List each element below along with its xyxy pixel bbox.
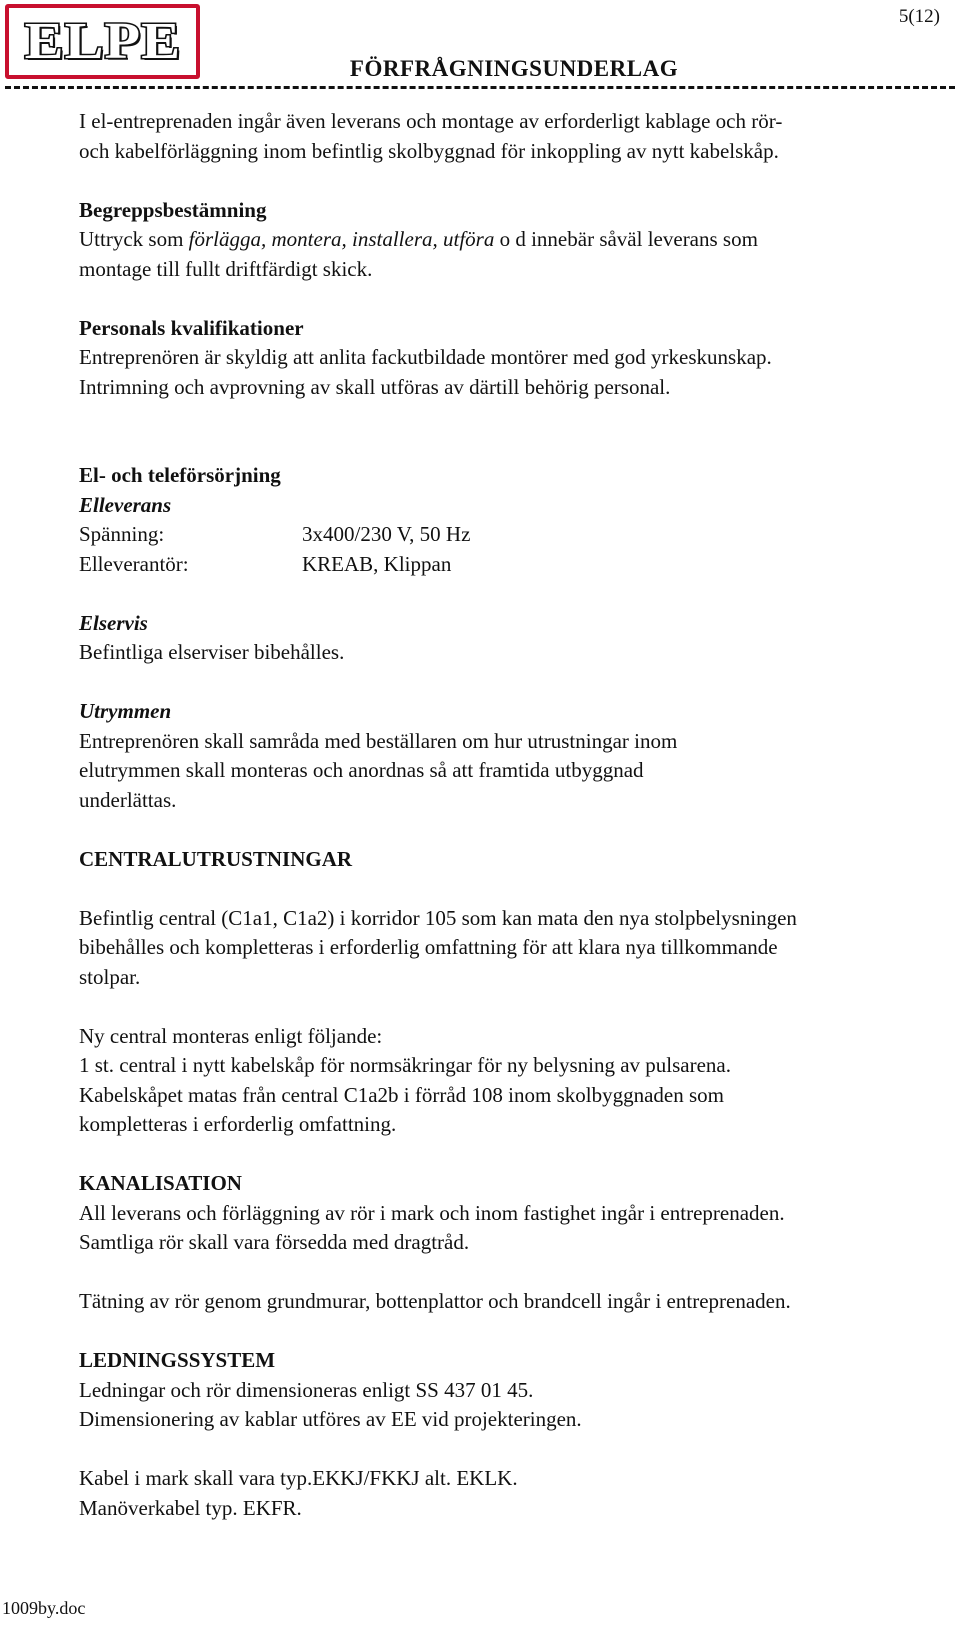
document-title: FÖRFRÅGNINGSUNDERLAG <box>349 56 679 81</box>
ledning-line: Manöverkabel typ. EKFR. <box>79 1495 302 1520</box>
header-divider <box>5 86 955 89</box>
ledning-line: Kabel i mark skall vara typ.EKKJ/FKKJ alt. EKLK. <box>79 1466 518 1490</box>
page-number: 5(12) <box>898 6 940 27</box>
subheading-elservis: Elservis <box>79 610 148 635</box>
logo-text: ELPE <box>24 13 181 70</box>
spec-row <box>79 550 949 580</box>
kanalisation-line: Tätning av rör genom grundmurar, bottenplattor och brandcell ingår i entreprenaden. <box>79 1289 791 1313</box>
begrepp-line <box>79 225 949 255</box>
section-heading-kanalisation: KANALISATION <box>79 1171 242 1195</box>
intro-line: I el-entreprenaden ingår även leverans och montage av erforderligt kablage och rör- <box>79 109 783 133</box>
begrepp-prefix: Uttryck som <box>79 227 189 251</box>
kanalisation-line: All leverans och förläggning av rör i mark och inom fastighet ingår i entreprenaden. <box>79 1200 785 1225</box>
utrymmen-line: Entreprenören skall samråda med beställaren om hur utrustningar inom <box>79 728 678 753</box>
central-line: Ny central monteras enligt följande: <box>79 1023 383 1048</box>
document-body <box>79 107 949 1523</box>
ledning-line: Dimensionering av kablar utföres av EE vid projekteringen. <box>79 1407 582 1431</box>
begrepp-italic-terms: förlägga, montera, installera, utföra <box>188 227 495 251</box>
central-line: bibehålles och kompletteras i erforderlig omfattning för att klara nya tillkommande <box>79 935 778 959</box>
subheading-elleverans: Elleverans <box>79 492 172 517</box>
footer-filename: 1009by.doc <box>2 1598 86 1618</box>
central-line: Kabelskåpet matas från central C1a2b i förråd 108 inom skolbyggnaden som <box>79 1082 724 1107</box>
section-heading-personal: Personals kvalifikationer <box>79 315 304 340</box>
spec-row <box>79 520 949 550</box>
intro-line: och kabelförläggning inom befintlig skolbyggnad för inkoppling av nytt kabelskåp. <box>79 138 779 163</box>
begrepp-suffix: o d innebär såväl leverans som <box>494 227 758 251</box>
section-heading-ledning: LEDNINGSSYSTEM <box>79 1348 276 1372</box>
ledning-line: Ledningar och rör dimensioneras enligt SS 437 01 45. <box>79 1377 534 1402</box>
utrymmen-line: elutrymmen skall monteras och anordnas så att framtida utbyggnad <box>79 758 644 782</box>
begrepp-line: montage till fullt driftfärdigt skick. <box>79 256 373 281</box>
central-line: stolpar. <box>79 964 141 989</box>
central-line: Befintlig central (C1a1, C1a2) i korridor 105 som kan mata den nya stolpbelysningen <box>79 905 797 930</box>
subheading-utrymmen: Utrymmen <box>79 699 172 723</box>
central-line: kompletteras i erforderlig omfattning. <box>79 1112 397 1136</box>
section-heading-el: El- och teleförsörjning <box>79 463 281 487</box>
spec-label: Spänning: <box>79 522 165 546</box>
elservis-line: Befintliga elserviser bibehålles. <box>79 640 345 664</box>
utrymmen-line: underlättas. <box>79 787 177 812</box>
personal-line: Intrimning och avprovning av skall utföras av därtill behörig personal. <box>79 374 671 399</box>
spec-label: Elleverantör: <box>79 551 189 576</box>
spec-value: KREAB, Klippan <box>302 551 452 576</box>
central-line: 1 st. central i nytt kabelskåp för normsäkringar för ny belysning av pulsarena. <box>79 1053 731 1077</box>
kanalisation-line: Samtliga rör skall vara försedda med dragtråd. <box>79 1230 470 1254</box>
section-heading-central: CENTRALUTRUSTNINGAR <box>79 846 353 871</box>
personal-line: Entreprenören är skyldig att anlita fackutbildade montörer med god yrkeskunskap. <box>79 345 772 369</box>
spec-value: 3x400/230 V, 50 Hz <box>302 522 471 546</box>
section-heading-begrepp: Begreppsbestämning <box>79 197 267 222</box>
